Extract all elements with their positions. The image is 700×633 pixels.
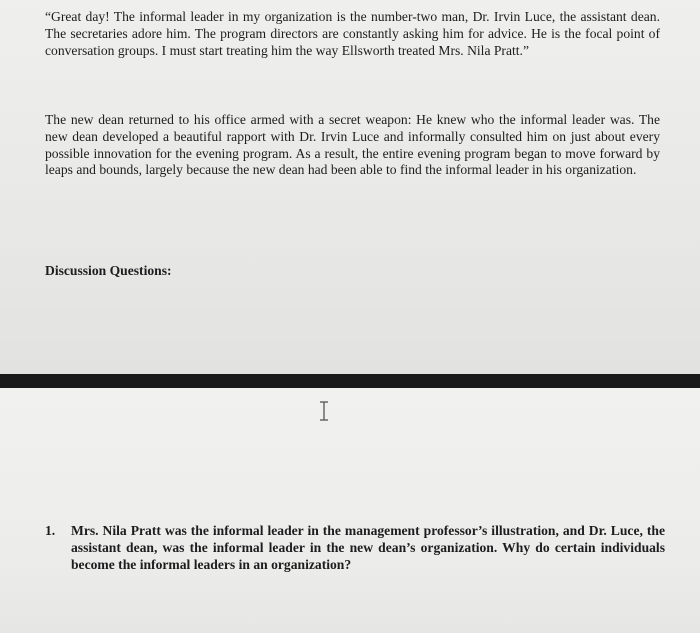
question-number: 1. xyxy=(45,523,56,538)
page-divider-bar xyxy=(0,374,700,388)
question-list xyxy=(45,522,665,573)
document-page-bottom xyxy=(0,388,700,633)
paragraph-narrative: The new dean returned to his office armed with a secret weapon: He knew who the informal leader was. The new dean developed a beautiful rapport with Dr. Irvin Luce and informally consulted him on just about every possible innovation for the evening program. As a result, the entire evening program began to move forward by leaps and bounds, largely because the new dean had been able to find the informal leader in his organization. xyxy=(45,112,660,178)
discussion-questions-heading: Discussion Questions: xyxy=(45,263,172,278)
question-text: Mrs. Nila Pratt was the informal leader in the management professor’s illustration, and Dr. Luce, the assistant dean, was the informal leader in the new dean’s organization. Why do certain individuals become the informal leaders in an organization? xyxy=(71,523,665,572)
text-cursor-icon xyxy=(318,400,330,422)
paragraph-quote: “Great day! The informal leader in my organization is the number-two man, Dr. Irvin Luce, the assistant dean. The secretaries adore him. The program directors are constantly asking him for advice. He is the focal point of conversation groups. I must start treating him the way Ellsworth treated Mrs. Nila Pratt.” xyxy=(45,9,660,58)
question-item xyxy=(45,522,665,573)
